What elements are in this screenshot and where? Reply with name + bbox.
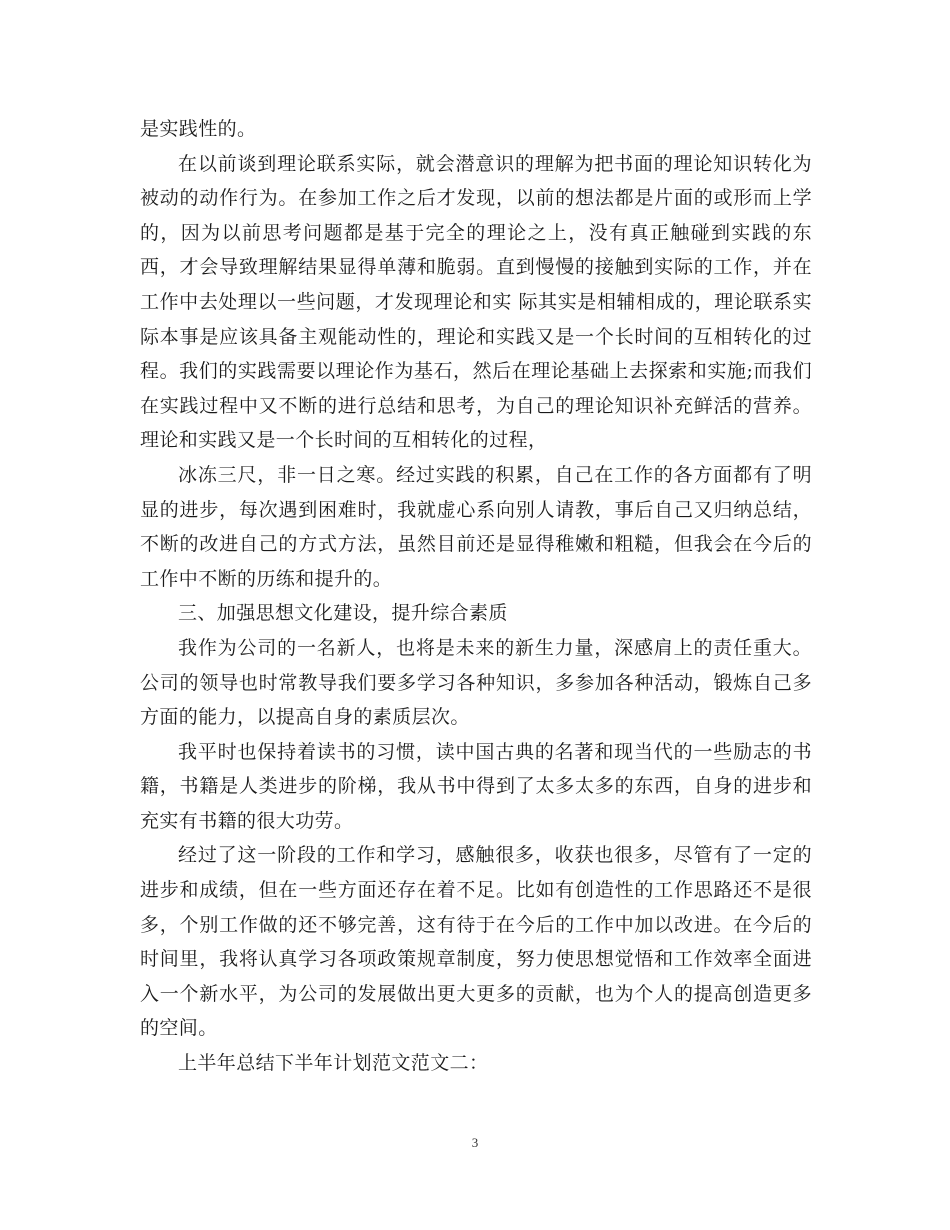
paragraph-new-member: 我作为公司的一名新人，也将是未来的新生力量，深感肩上的责任重大。公司的领导也时常教导我们要多学习各种知识，多参加各种活动，锻炼自己多方面的能力，以提高自身的素质层次。 [140,636,812,729]
page-number: 3 [471,1135,479,1150]
paragraph-theory-practice: 在以前谈到理论联系实际，就会潜意识的理解为把书面的理论知识转化为被动的动作行为。在参加工作之后才发现，以前的想法都是片面的或形而上学的，因为以前思考问题都是基于完全的理论之上，没有真正触碰到实践的东西，才会导致理解结果显得单薄和脆弱。直到慢慢的接触到实际的工作，并在工作中去处理以一些问题，才发现理论和实 际其实是相辅相成的，理论联系实际本事是应该具备主观能动性的，理论和实践又是一个长时间的互相转化的过程。我们的实践需要以理论作为基石，然后在理论基础上去探索和实施;而我们在实践过程中又不断的进行总结和思考，为自己的理论知识补充鲜活的营养。理论和实践又是一个长时间的互相转化的过程， [140,152,812,452]
section-heading-three: 三、加强思想文化建设，提升综合素质 [178,602,508,625]
paragraph-continuation: 是实践性的。 [140,118,257,140]
paragraph-summary: 经过了这一阶段的工作和学习，感触很多，收获也很多，尽管有了一定的进步和成绩，但在一些方面还存在着不足。比如有创造性的工作思路还不是很多，个别工作做的还不够完善，这有待于在今后的工作中加以改进。在今后的时间里，我将认真学习各项政策规章制度，努力使思想觉悟和工作效率全面进入一个新水平，为公司的发展做出更大更多的贡献，也为个人的提高创造更多的空间。 [140,844,812,1040]
document-body [140,112,812,1081]
paragraph-sample-two-title: 上半年总结下半年计划范文范文二： [178,1052,489,1075]
paragraph-reading-habit: 我平时也保持着读书的习惯，读中国古典的名著和现当代的一些励志的书籍，书籍是人类进步的阶梯，我从书中得到了太多太多的东西，自身的进步和充实有书籍的很大功劳。 [140,740,812,832]
paragraph-accumulation: 冰冻三尺，非一日之寒。经过实践的积累，自己在工作的各方面都有了明显的进步，每次遇到困难时，我就虚心系向别人请教，事后自己又归纳总结，不断的改进自己的方式方法，虽然目前还是显得稚嫩和粗糙，但我会在今后的工作中不断的历练和提升的。 [140,463,812,590]
